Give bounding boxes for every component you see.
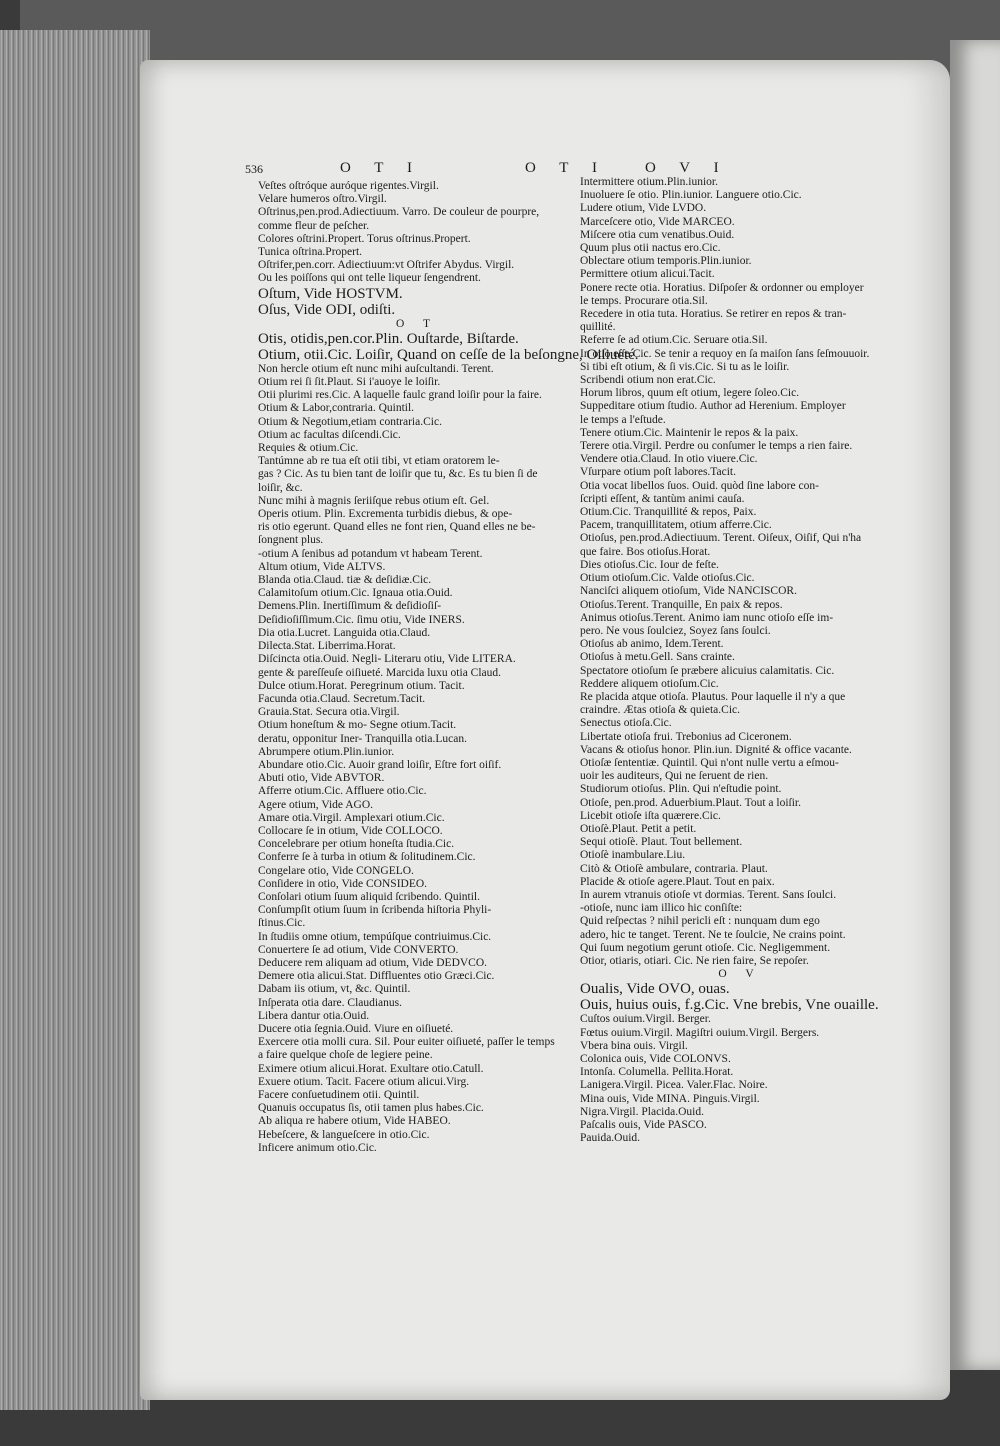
entry-line: Otia vocat libellos ſuos. Ouid. quòd ſine labore con- <box>580 479 819 492</box>
entry-line: Quid reſpectas ? nihil pericli eſt : nunquam dum ego <box>580 915 820 928</box>
entry-line: Dies otioſus.Cic. Iour de feſte. <box>580 558 719 571</box>
entry-line: Miſcere otia cum venatibus.Ouid. <box>580 228 735 241</box>
entry-line: Recedere in otia tuta. Horatius. Se retirer en repos & tran- <box>580 308 847 321</box>
entry-line: Abundare otio.Cic. Auoir grand loiſir, Eſtre fort oiſif. <box>258 758 502 771</box>
entry-line: Agere otium, Vide AGO. <box>258 798 374 811</box>
entry-line: uoir les auditeurs, Qui ne ſeruent de rien. <box>580 770 769 783</box>
entry-line: Dabam iis otium, vt, &c. Quintil. <box>258 983 411 996</box>
entry-line: Otii plurimi res.Cic. A laquelle faulc grand loiſir pour la faire. <box>258 389 542 402</box>
entry-line: Paſcalis ouis, Vide PASCO. <box>580 1119 707 1132</box>
entry-line: Exuere otium. Tacit. Facere otium alicui.Virg. <box>258 1075 470 1088</box>
entry-line: Inficere animum otio.Cic. <box>258 1141 377 1154</box>
entry-line: Otioſè inambulare.Liu. <box>580 849 686 862</box>
entry-line: Colores oſtrini.Propert. Torus oſtrinus.Propert. <box>258 232 471 245</box>
entry-line: Otioſus.Terent. Tranquille, En paix & repos. <box>580 598 783 611</box>
entry-line: Vacans & otioſus honor. Plin.iun. Dignité & office vacante. <box>580 743 852 756</box>
entry-line: Diſcincta otia.Ouid. Negli- Literaru otiu, Vide LITERA. <box>258 653 516 666</box>
entry-line: Reddere aliquem otioſum.Cic. <box>580 677 719 690</box>
entry-line: Collocare ſe in otium, Vide COLLOCO. <box>258 824 443 837</box>
guide-word-middle: O T I <box>525 160 607 176</box>
right-column <box>580 176 900 1145</box>
entry-line: Lanigera.Virgil. Picea. Valer.Flac. Noire. <box>580 1079 768 1092</box>
entry-line: Concelebrare per otium honeſta ſtudia.Cic. <box>258 838 455 851</box>
entry-line: Otioſe, pen.prod. Aduerbium.Plaut. Tout a loiſir. <box>580 796 801 809</box>
entry-line: Ab aliqua re habere otium, Vide HABEO. <box>258 1115 451 1128</box>
entry-line: Scribendi otium non erat.Cic. <box>580 374 716 387</box>
entry-line: Conſumpſit otium ſuum in ſcribenda hiſtoria Phyli- <box>258 904 492 917</box>
entry-line: Otium & Labor,contraria. Quintil. <box>258 402 415 415</box>
entry-line: comme fleur de peſcher. <box>258 219 370 232</box>
entry-line: Nunc mihi à magnis ſeriiſque rebus otium eſt. Gel. <box>258 494 490 507</box>
entry-line: Studiorum otioſus. Plin. Qui n'eſtudie point. <box>580 783 782 796</box>
entry-line: In ſtudiis omne otium, tempúſque contriuimus.Cic. <box>258 930 492 943</box>
entry-line: Otioſus, pen.prod.Adiectiuum. Terent. Oiſeux, Oiſif, Qui n'ha <box>580 532 862 545</box>
entry-line: Dilecta.Stat. Liberrima.Horat. <box>258 640 396 653</box>
entry-line: Ludere otium, Vide LVDO. <box>580 202 707 215</box>
entry-line: Oſtum, Vide HOSTVM. <box>258 285 403 302</box>
entry-line: Otioſæ ſententiæ. Quintil. Qui n'ont nulle vertu a eſmou- <box>580 756 839 769</box>
entry-line: Velare humeros oſtro.Virgil. <box>258 193 387 206</box>
entry-line: Sequi otioſè. Plaut. Tout bellement. <box>580 836 743 849</box>
entry-line: pero. Ne vous ſoulciez, Soyez ſans ſoulci. <box>580 624 771 637</box>
entry-line: Conſolari otium ſuum aliquid ſcribendo. Quintil. <box>258 890 480 903</box>
entry-line: Requies & otium.Cic. <box>258 442 359 455</box>
entry-line: Veſtes oſtróque auróque rigentes.Virgil. <box>258 180 439 192</box>
entry-line: Otium rei ſi ſit.Plaut. Si i'auoye le loiſir. <box>258 376 441 389</box>
entry-line: Vbera bina ouis. Virgil. <box>580 1039 688 1052</box>
entry-line: Fœtus ouium.Virgil. Magiſtri ouium.Virgil. Bergers. <box>580 1026 820 1039</box>
entry-line: Ouis, huius ouis, f.g.Cic. Vne brebis, Vne ouaille. <box>580 997 879 1014</box>
entry-line: Animus otioſus.Terent. Animo iam nunc otioſo eſſe im- <box>580 611 834 624</box>
entry-line: Colonica ouis, Vide COLONVS. <box>580 1053 731 1065</box>
entry-line: Vſurpare otium poſt labores.Tacit. <box>580 466 736 479</box>
entry-line: Oualis, Vide OVO, ouas. <box>580 981 730 998</box>
entry-line: Nanciſci aliquem otioſum, Vide NANCISCOR. <box>580 585 797 598</box>
entry-line: Conſidere in otio, Vide CONSIDEO. <box>258 877 428 890</box>
entry-line: Tenere otium.Cic. Maintenir le repos & la paix. <box>580 426 799 439</box>
entry-line: Vendere otia.Claud. In otio viuere.Cic. <box>580 453 758 466</box>
entry-line: Congelare otio, Vide CONGELO. <box>258 864 414 877</box>
entry-line: le temps a l'eſtude. <box>580 413 666 426</box>
entry-line: Altum otium, Vide ALTVS. <box>258 560 386 573</box>
entry-line: Abrumpere otium.Plin.iunior. <box>258 745 395 758</box>
entry-line: Terere otia.Virgil. Perdre ou conſumer le temps a rien faire. <box>580 440 853 453</box>
entry-line: Grauia.Stat. Secura otia.Virgil. <box>258 706 400 719</box>
entry-line: Oſus, Vide ODI, odiſti. <box>258 301 396 318</box>
entry-line: Citò & Otioſè ambulare, contraria. Plaut. <box>580 862 768 875</box>
entry-line: Otium.Cic. Tranquillité & repos, Paix. <box>580 506 757 519</box>
entry-line: Otioſè.Plaut. Petit a petit. <box>580 822 697 835</box>
entry-line: a faire quelque choſe de legiere peine. <box>258 1049 433 1062</box>
entry-line: Marceſcere otio, Vide MARCEO. <box>580 215 735 228</box>
entry-line: In aurem vtranuis otioſe vt dormias. Terent. Sans ſoulci. <box>580 888 837 901</box>
entry-line: Dia otia.Lucret. Languida otia.Claud. <box>258 626 431 639</box>
page-number: 536 <box>245 162 263 176</box>
entry-line: loiſir, &c. <box>258 481 303 494</box>
entry-line: ſongnent plus. <box>258 534 324 547</box>
entry-line: Pacem, tranquillitatem, otium afferre.Cic. <box>580 519 772 532</box>
entry-line: ris otio egerunt. Quand elles ne font rien, Quand elles ne be- <box>258 521 536 534</box>
entry-line: Operis otium. Plin. Excrementa turbidis diebus, & ope- <box>258 508 513 521</box>
entry-line: Mina ouis, Vide MINA. Pinguis.Virgil. <box>580 1092 760 1105</box>
entry-line: Tantúmne ab re tua eſt otii tibi, vt etiam oratorem le- <box>258 455 500 468</box>
entry-line: Libera dantur otia.Ouid. <box>258 1009 370 1022</box>
entry-line: Blanda otia.Claud. tiæ & deſidiæ.Cic. <box>258 574 432 587</box>
entry-line: Afferre otium.Cic. Affluere otio.Cic. <box>258 785 427 798</box>
entry-line: O V <box>718 968 762 981</box>
entry-line: Si tibi eſt otium, & ſi vis.Cic. Si tu as le loiſir. <box>580 360 790 373</box>
entry-line: Permittere otium alicui.Tacit. <box>580 268 715 281</box>
entry-line: craindre. Ætas otioſa & quieta.Cic. <box>580 704 740 717</box>
book-page-edges <box>0 30 150 1410</box>
entry-line: Calamitoſum otium.Cic. Ignaua otia.Ouid. <box>258 587 453 600</box>
entry-line: Deſidioſiſſimum.Cic. ſimu otiu, Vide INERS. <box>258 613 465 626</box>
entry-line: Otis, otidis,pen.cor.Plin. Ouſtarde, Biſtarde. <box>258 330 519 347</box>
entry-line: Licebit otioſe iſta quærere.Cic. <box>580 809 721 822</box>
entry-line: Suppeditare otium ſtudio. Author ad Herenium. Employer <box>580 400 846 413</box>
entry-line: Spectatore otioſum ſe præbere alicuius calamitatis. Cic. <box>580 664 835 677</box>
entry-line: Abuti otio, Vide ABVTOR. <box>258 772 385 785</box>
entry-line: Oblectare otium temporis.Plin.iunior. <box>580 255 752 268</box>
entry-line: Deducere rem aliquam ad otium, Vide DEDVCO. <box>258 956 488 969</box>
entry-line: Placide & otioſe agere.Plaut. Tout en paix. <box>580 875 775 888</box>
entry-line: Otium otioſum.Cic. Valde otioſus.Cic. <box>580 572 755 585</box>
entry-line: Ou les poiſſons qui ont telle liqueur ſengendrent. <box>258 272 481 285</box>
entry-line: deratu, opponitur Iner- Tranquilla otia.Lucan. <box>258 732 467 745</box>
entry-line: Facere conſuetudinem otii. Quintil. <box>258 1089 420 1101</box>
entry-line: gas ? Cic. As tu bien tant de loiſir que tu, &c. Es tu bien ſi de <box>258 468 538 481</box>
entry-line: Amare otia.Virgil. Amplexari otium.Cic. <box>258 811 445 824</box>
entry-line: Demens.Plin. Inertiſſimum & deſidioſiſ- <box>258 600 442 613</box>
entry-line: Ducere otia ſegnia.Ouid. Viure en oiſiueté. <box>258 1022 454 1035</box>
entry-line: Otium, otii.Cic. Loiſir, Quand on ceſſe de la beſongne, Oiſiueté. <box>258 346 639 363</box>
guide-word-right: O V I <box>645 160 729 176</box>
entry-line: Conuertere ſe ad otium, Vide CONVERTO. <box>258 943 459 956</box>
entry-line: Quanuis occupatus ſis, otii tamen plus habes.Cic. <box>258 1102 484 1115</box>
entry-line: Referre ſe ad otium.Cic. Seruare otia.Sil. <box>580 334 768 347</box>
entry-line: Pauida.Ouid. <box>580 1132 641 1145</box>
entry-line: ſtinus.Cic. <box>258 917 306 930</box>
entry-line: Exercere otia molli cura. Sil. Pour euiter oiſiueté, paſſer le temps <box>258 1036 555 1049</box>
entry-line: Hebeſcere, & langueſcere in otio.Cic. <box>258 1128 430 1141</box>
entry-line: -otioſe, nunc iam illico hic conſiſte: <box>580 902 743 915</box>
entry-line: Oſtrifer,pen.corr. Adiectiuum:vt Oſtrifer Abydus. Virgil. <box>258 259 515 272</box>
entry-line: Libertate otioſa frui. Trebonius ad Ciceronem. <box>580 730 792 743</box>
entry-line: Inuoluere ſe otio. Plin.iunior. Languere otio.Cic. <box>580 189 802 202</box>
guide-word-left: O T I <box>340 160 422 176</box>
entry-line: Re placida atque otioſa. Plautus. Pour laquelle il n'y a que <box>580 690 846 703</box>
entry-line: Eximere otium alicui.Horat. Exultare otio.Catull. <box>258 1062 484 1075</box>
entry-line: que faire. Bos otioſus.Horat. <box>580 545 711 558</box>
entry-line: Demere otia alicui.Stat. Diffluentes otio Græci.Cic. <box>258 970 495 983</box>
entry-line: gente & pareſſeuſe oiſiueté. Marcida luxu otia Claud. <box>258 666 502 679</box>
facing-page <box>950 40 1000 1370</box>
entry-line: Cuſtos ouium.Virgil. Berger. <box>580 1013 711 1026</box>
entry-line: Qui ſuum negotium gerunt otioſe. Cic. Negligemment. <box>580 941 831 954</box>
entry-line: In otio eſſe.Cic. Se tenir a requoy en ſa maiſon ſans ſeſmouuoir. <box>580 347 870 360</box>
entry-line: Inſperata otia dare. Claudianus. <box>258 996 403 1009</box>
entry-line: Dulce otium.Horat. Peregrinum otium. Tacit. <box>258 679 465 692</box>
entry-line: Otium ac facultas diſcendi.Cic. <box>258 428 401 441</box>
entry-line: quillité. <box>580 321 616 334</box>
entry-line: -otium A ſenibus ad potandum vt habeam Terent. <box>258 547 483 560</box>
entry-line: Tunica oſtrina.Propert. <box>258 246 363 259</box>
entry-line: Otium honeſtum & mo- Segne otium.Tacit. <box>258 719 457 732</box>
entry-line: Non hercle otium eſt nunc mihi auſcultandi. Terent. <box>258 362 494 375</box>
entry-line: Facunda otia.Claud. Secretum.Tacit. <box>258 692 426 705</box>
entry-line: adero, hic te tanget. Terent. Ne te ſoulcie, Ne crains point. <box>580 928 846 941</box>
entry-line: Oſtrinus,pen.prod.Adiectiuum. Varro. De couleur de pourpre, <box>258 206 540 219</box>
entry-line: O T <box>396 317 438 330</box>
entry-line: le temps. Procurare otia.Sil. <box>580 294 708 307</box>
entry-line: Quum plus otii nactus ero.Cic. <box>580 242 721 255</box>
entry-line: Conferre ſe à turba in otium & ſolitudinem.Cic. <box>258 851 476 864</box>
entry-line: Otioſus à metu.Gell. Sans crainte. <box>580 651 735 664</box>
entry-line: Senectus otioſa.Cic. <box>580 717 672 730</box>
entry-line: Otior, otiaris, otiari. Cic. Ne rien faire, Se repoſer. <box>580 954 809 967</box>
entry-line: ſcripti eſſent, & tantùm animi cauſa. <box>580 492 745 505</box>
entry-line: Intermittere otium.Plin.iunior. <box>580 176 718 188</box>
entry-line: Horum libros, quum eſt otium, legere ſoleo.Cic. <box>580 387 800 400</box>
entry-line: Nigra.Virgil. Placida.Ouid. <box>580 1105 704 1118</box>
entry-line: Otium & Negotium,etiam contraria.Cic. <box>258 415 442 428</box>
entry-line: Ponere recte otia. Horatius. Diſpoſer & ordonner ou employer <box>580 281 864 294</box>
entry-line: Otioſus ab animo, Idem.Terent. <box>580 638 724 651</box>
entry-line: Intonſa. Columella. Pellita.Horat. <box>580 1066 734 1079</box>
